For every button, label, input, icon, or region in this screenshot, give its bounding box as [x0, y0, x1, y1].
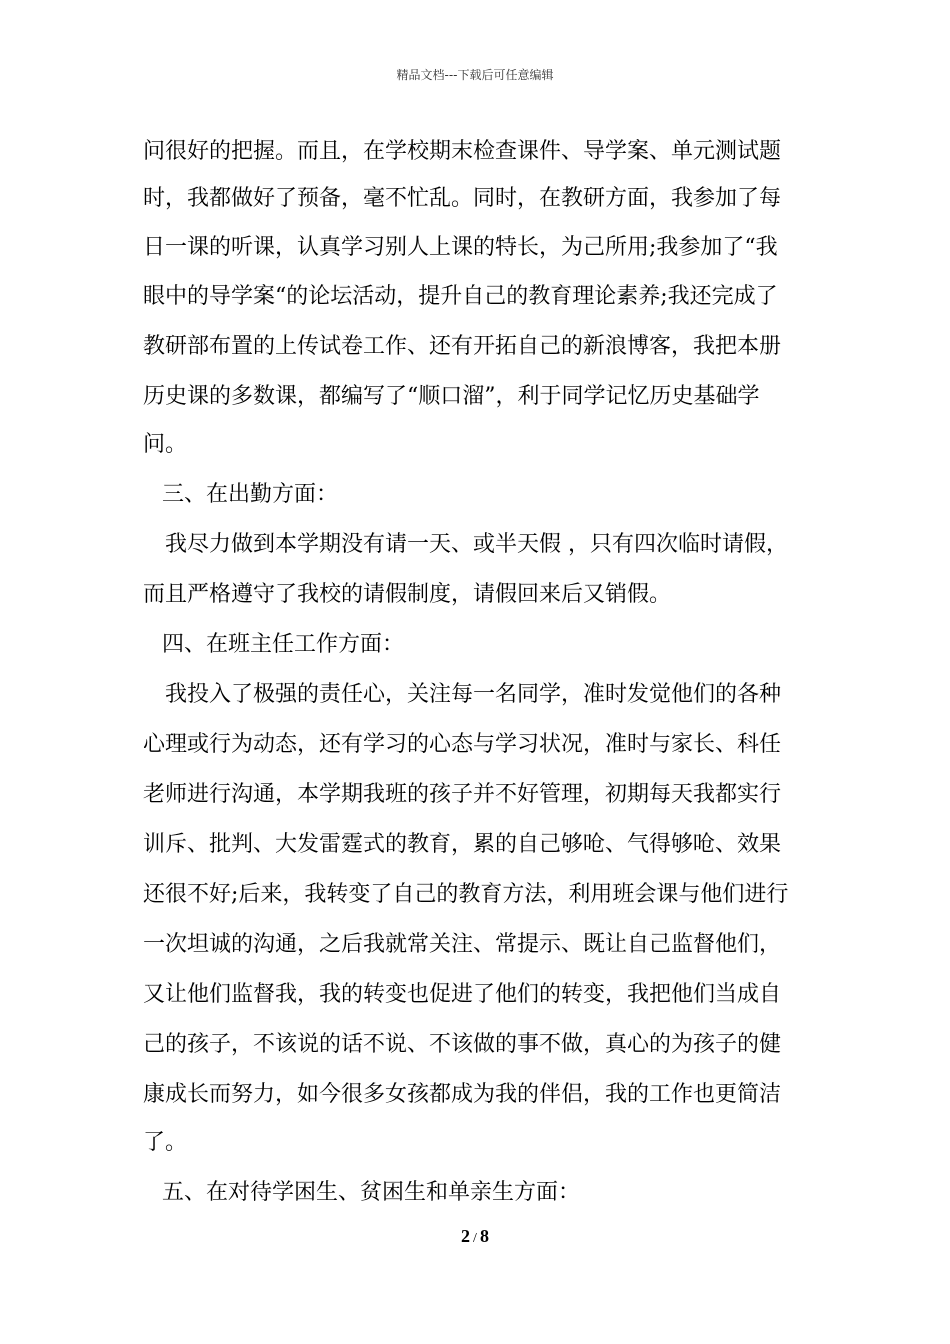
text-line: 问。 [143, 432, 188, 457]
text-line: 老师进行沟通，本学期我班的孩子并不好管理，初期每天我都实行 [143, 782, 782, 807]
text-line: 我尽力做到本学期没有请一天、或半天假 ，只有四次临时请假， [165, 532, 788, 557]
page-current: 2 [461, 1226, 471, 1246]
text-line: 康成长而努力，如今很多女孩都成为我的伴侣，我的工作也更简洁 [143, 1082, 782, 1107]
text-line: 而且严格遵守了我校的请假制度，请假回来后又销假。 [143, 582, 672, 607]
text-line: 我投入了极强的责任心，关注每一名同学，准时发觉他们的各种 [165, 682, 782, 707]
text-line: 了。 [143, 1130, 188, 1155]
page-number [0, 1226, 950, 1247]
text-line: 问很好的把握。而且，在学校期末检查课件、导学案、单元测试题 [143, 139, 782, 164]
section-heading: 五、在对待学困生、贫困生和单亲生方面： [162, 1180, 581, 1205]
text-line: 己的孩子，不该说的话不说、不该做的事不做，真心的为孩子的健 [143, 1032, 782, 1057]
text-line: 一次坦诚的沟通，之后我就常关注、常提示、既让自己监督他们， [143, 932, 782, 957]
text-line: 时，我都做好了预备，毫不忙乱。同时，在教研方面，我参加了每 [143, 186, 782, 211]
page-separator: / [473, 1231, 477, 1246]
text-line: 眼中的导学案“的论坛活动，提升自己的教育理论素养;我还完成了 [143, 284, 778, 309]
page-total: 8 [479, 1226, 489, 1246]
text-line: 历史课的多数课，都编写了“顺口溜”，利于同学记忆历史基础学 [143, 384, 760, 409]
text-line: 心理或行为动态，还有学习的心态与学习状况，准时与家长、科任 [143, 732, 782, 757]
text-line: 日一课的听课，认真学习别人上课的特长，为己所用;我参加了“我 [143, 235, 778, 260]
section-heading: 三、在出勤方面： [162, 482, 339, 507]
document-header: 精品文档---下载后可任意编辑 [396, 68, 554, 82]
text-line: 教研部布置的上传试卷工作、还有开拓自己的新浪博客，我把本册 [143, 334, 782, 359]
text-line: 训斥、批判、大发雷霆式的教育，累的自己够呛、气得够呛、效果 [143, 832, 782, 857]
text-line: 又让他们监督我，我的转变也促进了他们的转变，我把他们当成自 [143, 982, 782, 1007]
section-heading: 四、在班主任工作方面： [162, 632, 405, 657]
text-line: 还很不好;后来，我转变了自己的教育方法，利用班会课与他们进行 [143, 882, 789, 907]
